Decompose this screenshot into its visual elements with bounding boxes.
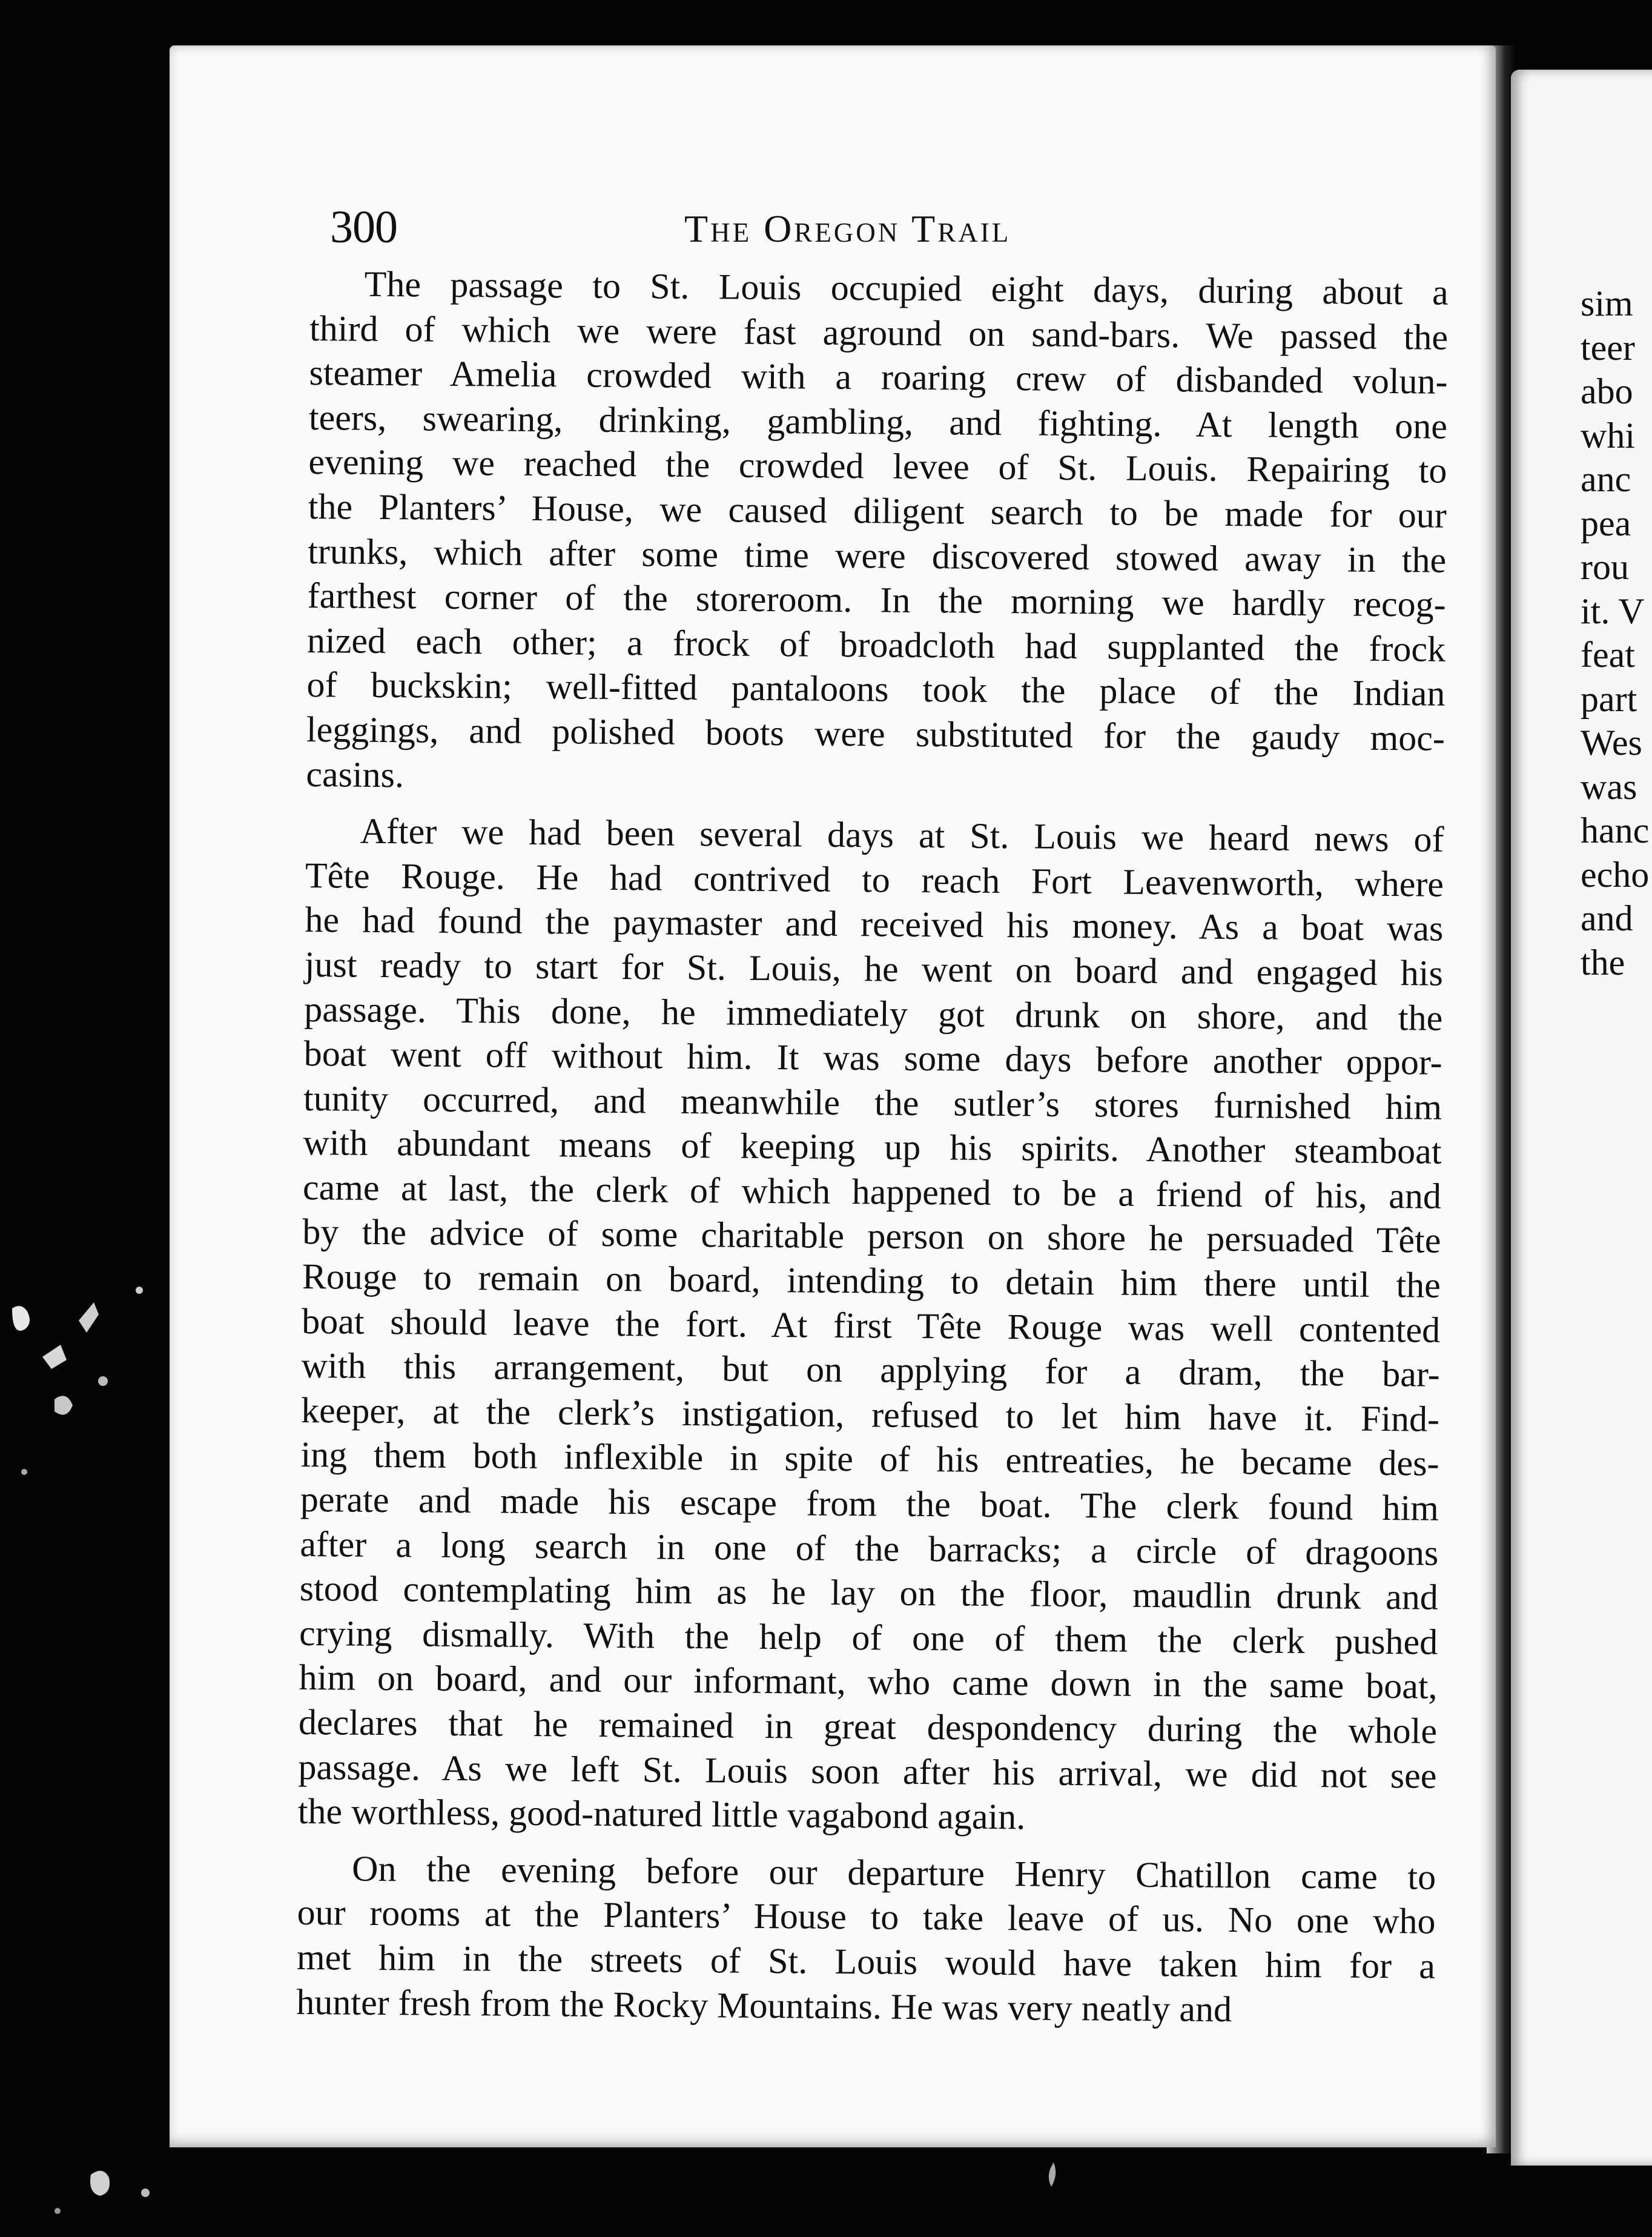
- text-line: our rooms at the Planters’ House to take leave of us. No one who: [297, 1892, 1436, 1942]
- fragment-line: Wes: [1581, 723, 1642, 763]
- fragment-line: anc: [1581, 459, 1631, 499]
- fragment-line: was: [1581, 766, 1637, 807]
- text-line: the Planters’ House, we caused diligent search to be made for our: [308, 486, 1447, 535]
- page-header: [330, 200, 1456, 254]
- fragment-line: the: [1581, 942, 1625, 983]
- fragment-line: whi: [1581, 415, 1635, 456]
- text-line: ing them both inflexible in spite of his entreaties, he became des-: [300, 1434, 1439, 1484]
- text-line: boat went off without him. It was some days before another oppor-: [303, 1033, 1442, 1082]
- text-line: passage. This done, he immediately got drunk on shore, and the: [304, 989, 1443, 1038]
- text-line: stood contemplating him as he lay on the floor, maudlin drunk and: [299, 1568, 1438, 1617]
- text-line: Tête Rouge. He had contrived to reach Fort Leavenworth, where: [305, 855, 1444, 904]
- fragment-line: hanc: [1581, 810, 1650, 850]
- text-line: casins.: [306, 754, 405, 795]
- text-line: trunks, which after some time were discovered stowed away in the: [307, 531, 1447, 580]
- text-line: farthest corner of the storeroom. In the morning we hardly recog-: [307, 575, 1446, 625]
- text-line: evening we reached the crowded levee of St. Louis. Repairing to: [308, 442, 1447, 491]
- fragment-line: part: [1581, 678, 1637, 719]
- running-title: The Oregon Trail: [684, 207, 1011, 250]
- text-line: leggings, and polished boots were substituted for the gaudy moc-: [306, 709, 1446, 758]
- bottom-edge-specks: [0, 2156, 1652, 2234]
- left-margin-specks: [0, 1272, 170, 1575]
- text-line: him on board, and our informant, who came down in the same boat,: [299, 1657, 1438, 1707]
- fragment-line: echo: [1581, 854, 1650, 895]
- text-line: third of which we were fast aground on sand-bars. We passed the: [309, 308, 1449, 357]
- fragment-line: rou: [1581, 547, 1629, 587]
- paragraph: [306, 262, 1449, 806]
- text-line: with this arrangement, but on applying for a dram, the bar-: [301, 1345, 1440, 1394]
- fragment-line: pea: [1581, 503, 1631, 543]
- text-line: nized each other; a frock of broadcloth had supplanted the frock: [306, 620, 1446, 669]
- text-line: by the advice of some charitable person on shore he persuaded Tête: [302, 1211, 1441, 1261]
- text-line: After we had been several days at St. Louis we heard news of: [360, 810, 1444, 860]
- fragment-line: teer: [1581, 327, 1635, 368]
- text-line: met him in the streets of St. Louis would have taken him for a: [296, 1937, 1436, 1986]
- paragraph: [298, 809, 1444, 1843]
- text-line: of buckskin; well-fitted pantaloons took the place of the Indian: [306, 664, 1446, 714]
- text-line: perate and made his escape from the boat. The clerk found him: [300, 1479, 1439, 1528]
- fragment-line: it. V: [1581, 591, 1645, 631]
- fragment-line: abo: [1581, 371, 1633, 411]
- body-text: [296, 262, 1449, 2033]
- text-line: steamer Amelia crowded with a roaring crew of disbanded volun-: [309, 353, 1448, 402]
- page-number: 300: [330, 202, 397, 253]
- right-page-text-fragments: [1581, 282, 1649, 984]
- text-line: the worthless, good-natured little vagabond again.: [297, 1791, 1026, 1837]
- text-line: came at last, the clerk of which happened to be a friend of his, and: [302, 1167, 1442, 1216]
- text-line: passage. As we left St. Louis soon after his arrival, we did not see: [298, 1746, 1437, 1796]
- text-line: keeper, at the clerk’s instigation, refused to let him have it. Find-: [300, 1390, 1440, 1439]
- fragment-line: and: [1581, 898, 1633, 938]
- text-line: he had found the paymaster and received his money. As a boat was: [305, 900, 1444, 949]
- text-line: hunter fresh from the Rocky Mountains. He was very neatly and: [296, 1981, 1232, 2029]
- fragment-line: sim: [1581, 283, 1633, 323]
- text-line: just ready to start for St. Louis, he went on board and engaged his: [304, 944, 1444, 993]
- text-line: On the evening before our departure Henry Chatillon came to: [351, 1848, 1436, 1897]
- right-page-edge: [1511, 70, 1652, 2166]
- text-line: boat should leave the fort. At first Tête Rouge was well contented: [302, 1301, 1441, 1350]
- text-line: crying dismally. With the help of one of them the clerk pushed: [299, 1612, 1438, 1662]
- text-line: Rouge to remain on board, intending to detain him there until the: [302, 1256, 1441, 1305]
- paragraph: [296, 1846, 1436, 2033]
- text-line: The passage to St. Louis occupied eight days, during about a: [364, 263, 1449, 313]
- text-line: teers, swearing, drinking, gambling, and fighting. At length one: [308, 397, 1448, 446]
- fragment-line: feat: [1581, 635, 1635, 675]
- text-line: with abundant means of keeping up his spirits. Another steamboat: [303, 1122, 1442, 1172]
- text-line: after a long search in one of the barracks; a circle of dragoons: [300, 1523, 1439, 1573]
- text-line: tunity occurred, and meanwhile the sutler’s stores furnished him: [303, 1078, 1442, 1127]
- text-line: declares that he remained in great despondency during the whole: [298, 1702, 1438, 1751]
